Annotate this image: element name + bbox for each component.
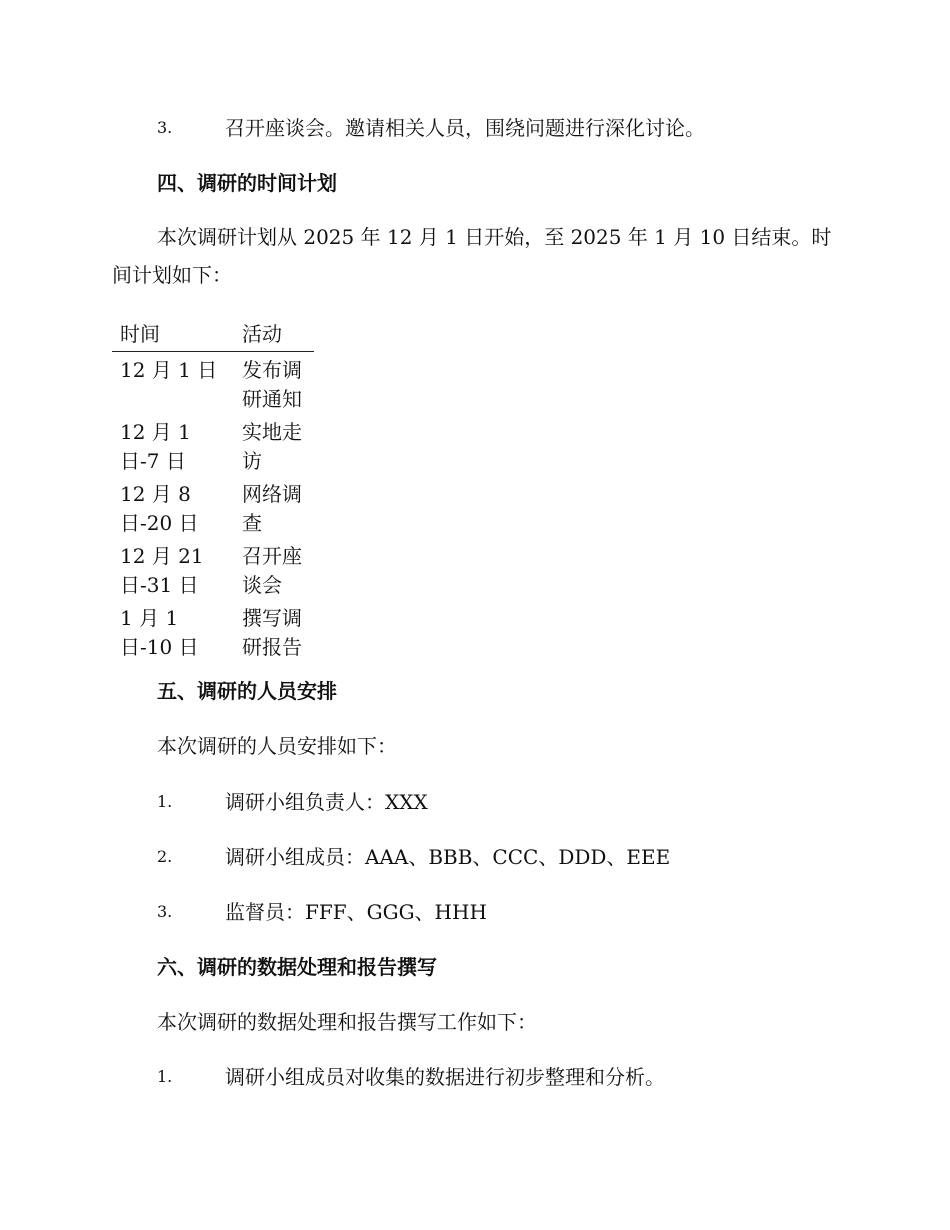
activity-cell: 网络调查 <box>242 482 302 535</box>
list-number: 3. <box>157 118 173 137</box>
activity-cell: 召开座谈会 <box>242 544 302 597</box>
time-cell: 1 月 1 日-10 日 <box>120 606 199 659</box>
list-text: 调研小组成员：AAA、BBB、CCC、DDD、EEE <box>225 845 671 869</box>
list-number: 3. <box>157 902 173 921</box>
time-cell: 12 月 1 日 <box>120 358 218 382</box>
list-number: 1. <box>157 792 173 811</box>
list-text: 调研小组成员对收集的数据进行初步整理和分析。 <box>225 1065 665 1089</box>
table-row <box>112 604 314 666</box>
section-heading-data-processing: 六、调研的数据处理和报告撰写 <box>157 955 437 979</box>
list-number: 2. <box>157 847 173 866</box>
staffing-intro-paragraph: 本次调研的人员安排如下： <box>157 734 397 758</box>
table-row <box>112 542 314 604</box>
time-cell: 12 月 8 日-20 日 <box>120 482 199 535</box>
section-heading-schedule: 四、调研的时间计划 <box>157 171 337 195</box>
table-header-row <box>112 320 314 352</box>
data-processing-intro-paragraph: 本次调研的数据处理和报告撰写工作如下： <box>157 1010 537 1034</box>
activity-cell: 撰写调研报告 <box>242 606 302 659</box>
table-row <box>112 418 314 480</box>
table-row <box>112 480 314 542</box>
list-number: 1. <box>157 1067 173 1086</box>
section-heading-staffing: 五、调研的人员安排 <box>157 679 337 703</box>
list-text: 监督员：FFF、GGG、HHH <box>225 900 487 924</box>
list-text: 调研小组负责人：XXX <box>225 790 428 814</box>
column-header-activity: 活动 <box>234 320 314 352</box>
activity-cell: 发布调研通知 <box>242 358 302 411</box>
list-text: 召开座谈会。邀请相关人员，围绕问题进行深化讨论。 <box>225 116 705 140</box>
schedule-intro-paragraph: 本次调研计划从 2025 年 12 月 1 日开始，至 2025 年 1 月 10 日结束。时间计划如下： <box>112 225 832 287</box>
time-cell: 12 月 21 日-31 日 <box>120 544 204 597</box>
schedule-table <box>112 320 314 666</box>
activity-cell: 实地走访 <box>242 420 302 473</box>
time-cell: 12 月 1 日-7 日 <box>120 420 191 473</box>
table-row <box>112 352 314 419</box>
column-header-time: 时间 <box>112 320 234 352</box>
